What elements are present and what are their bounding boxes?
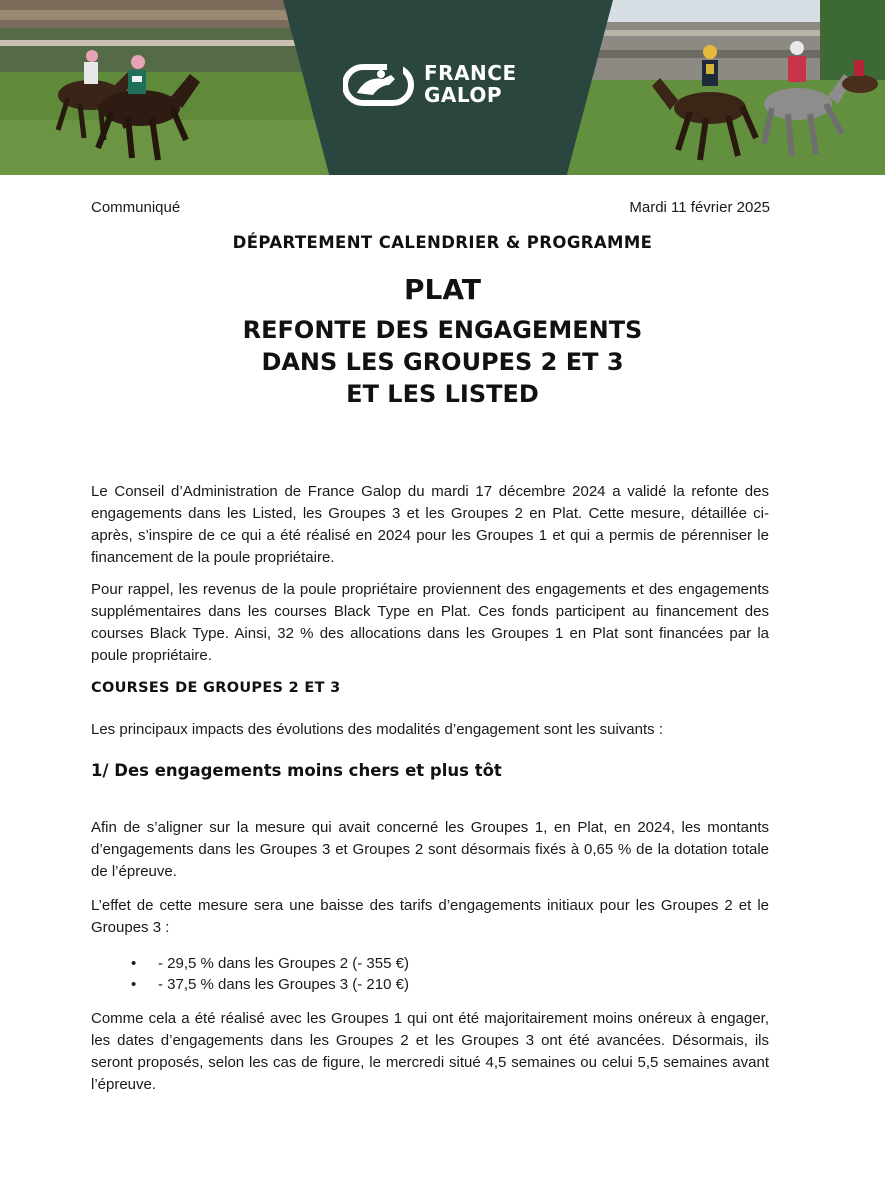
list-item: • - 29,5 % dans les Groupes 2 (- 355 €): [120, 953, 409, 974]
brand-line-1: FRANCE: [424, 61, 517, 85]
france-galop-logo: [343, 61, 553, 111]
racing-photo-left: [0, 0, 330, 175]
page-title: PLAT: [404, 273, 481, 306]
list-item: • - 37,5 % dans les Groupes 3 (- 210 €): [120, 974, 409, 995]
dates-paragraph: Comme cela a été réalisé avec les Groupes 1 qui ont été majoritairement moins onéreux à engager, les dates d’engagements dans les Groupes 2 et les Groupes 3 ont été avancées. Désormais, ils seront proposés, selon les cas de figure, le mercredi situé 4,5 semaines ou celui 5,5 semaines avant l’épreuve.: [91, 1010, 769, 1093]
horse-logo-icon: [343, 63, 415, 107]
alignment-paragraph: Afin de s’aligner sur la mesure qui avait concerné les Groupes 1, en Plat, en 2024, les montants d’engagements dans les Groupes 3 et Groupes 2 sont désormais fixés à 0,65 % de la dotation totale de l’épreuve.: [91, 819, 769, 880]
reduction-list: [120, 953, 409, 995]
reminder-paragraph: Pour rappel, les revenus de la poule propriétaire proviennent des engagements et des engagements supplémentaires dans les courses Black Type en Plat. Ces fonds participent au financement des courses Black Type. Ainsi, 32 % des allocations dans les Groupes 1 en Plat sont financées par la poule propriétaire.: [91, 581, 769, 664]
publication-date: Mardi 11 février 2025: [629, 199, 770, 216]
brand-name: [424, 62, 517, 106]
subtitle-line-1: REFONTE DES ENGAGEMENTS: [242, 316, 643, 344]
page-subtitle: [0, 314, 885, 410]
section-heading: COURSES DE GROUPES 2 ET 3: [91, 680, 341, 696]
subsection-heading: 1/ Des engagements moins chers et plus tôt: [91, 761, 502, 780]
effect-paragraph: L’effet de cette mesure sera une baisse des tarifs d’engagements initiaux pour les Groupes 2 et le Groupes 3 :: [91, 897, 769, 936]
subtitle-line-3: ET LES LISTED: [346, 380, 539, 408]
header-banner: [0, 0, 885, 175]
brand-line-2: GALOP: [424, 83, 503, 107]
subtitle-line-2: DANS LES GROUPES 2 ET 3: [261, 348, 624, 376]
impacts-intro-paragraph: Les principaux impacts des évolutions des modalités d’engagement sont les suivants :: [91, 721, 663, 738]
document-type-label: Communiqué: [91, 199, 181, 216]
intro-paragraph: Le Conseil d’Administration de France Galop du mardi 17 décembre 2024 a validé la refonte des engagements dans les Listed, les Groupes 3 et les Groupes 2 en Plat. Cette mesure, détaillée ci-après, s’inspire de ce qui a été réalisé en 2024 pour les Groupes 1 et qui a permis de pérenniser le financement de la poule propriétaire.: [91, 483, 769, 566]
racing-photo-right: [560, 0, 885, 175]
department-heading: DÉPARTEMENT CALENDRIER & PROGRAMME: [232, 233, 653, 252]
